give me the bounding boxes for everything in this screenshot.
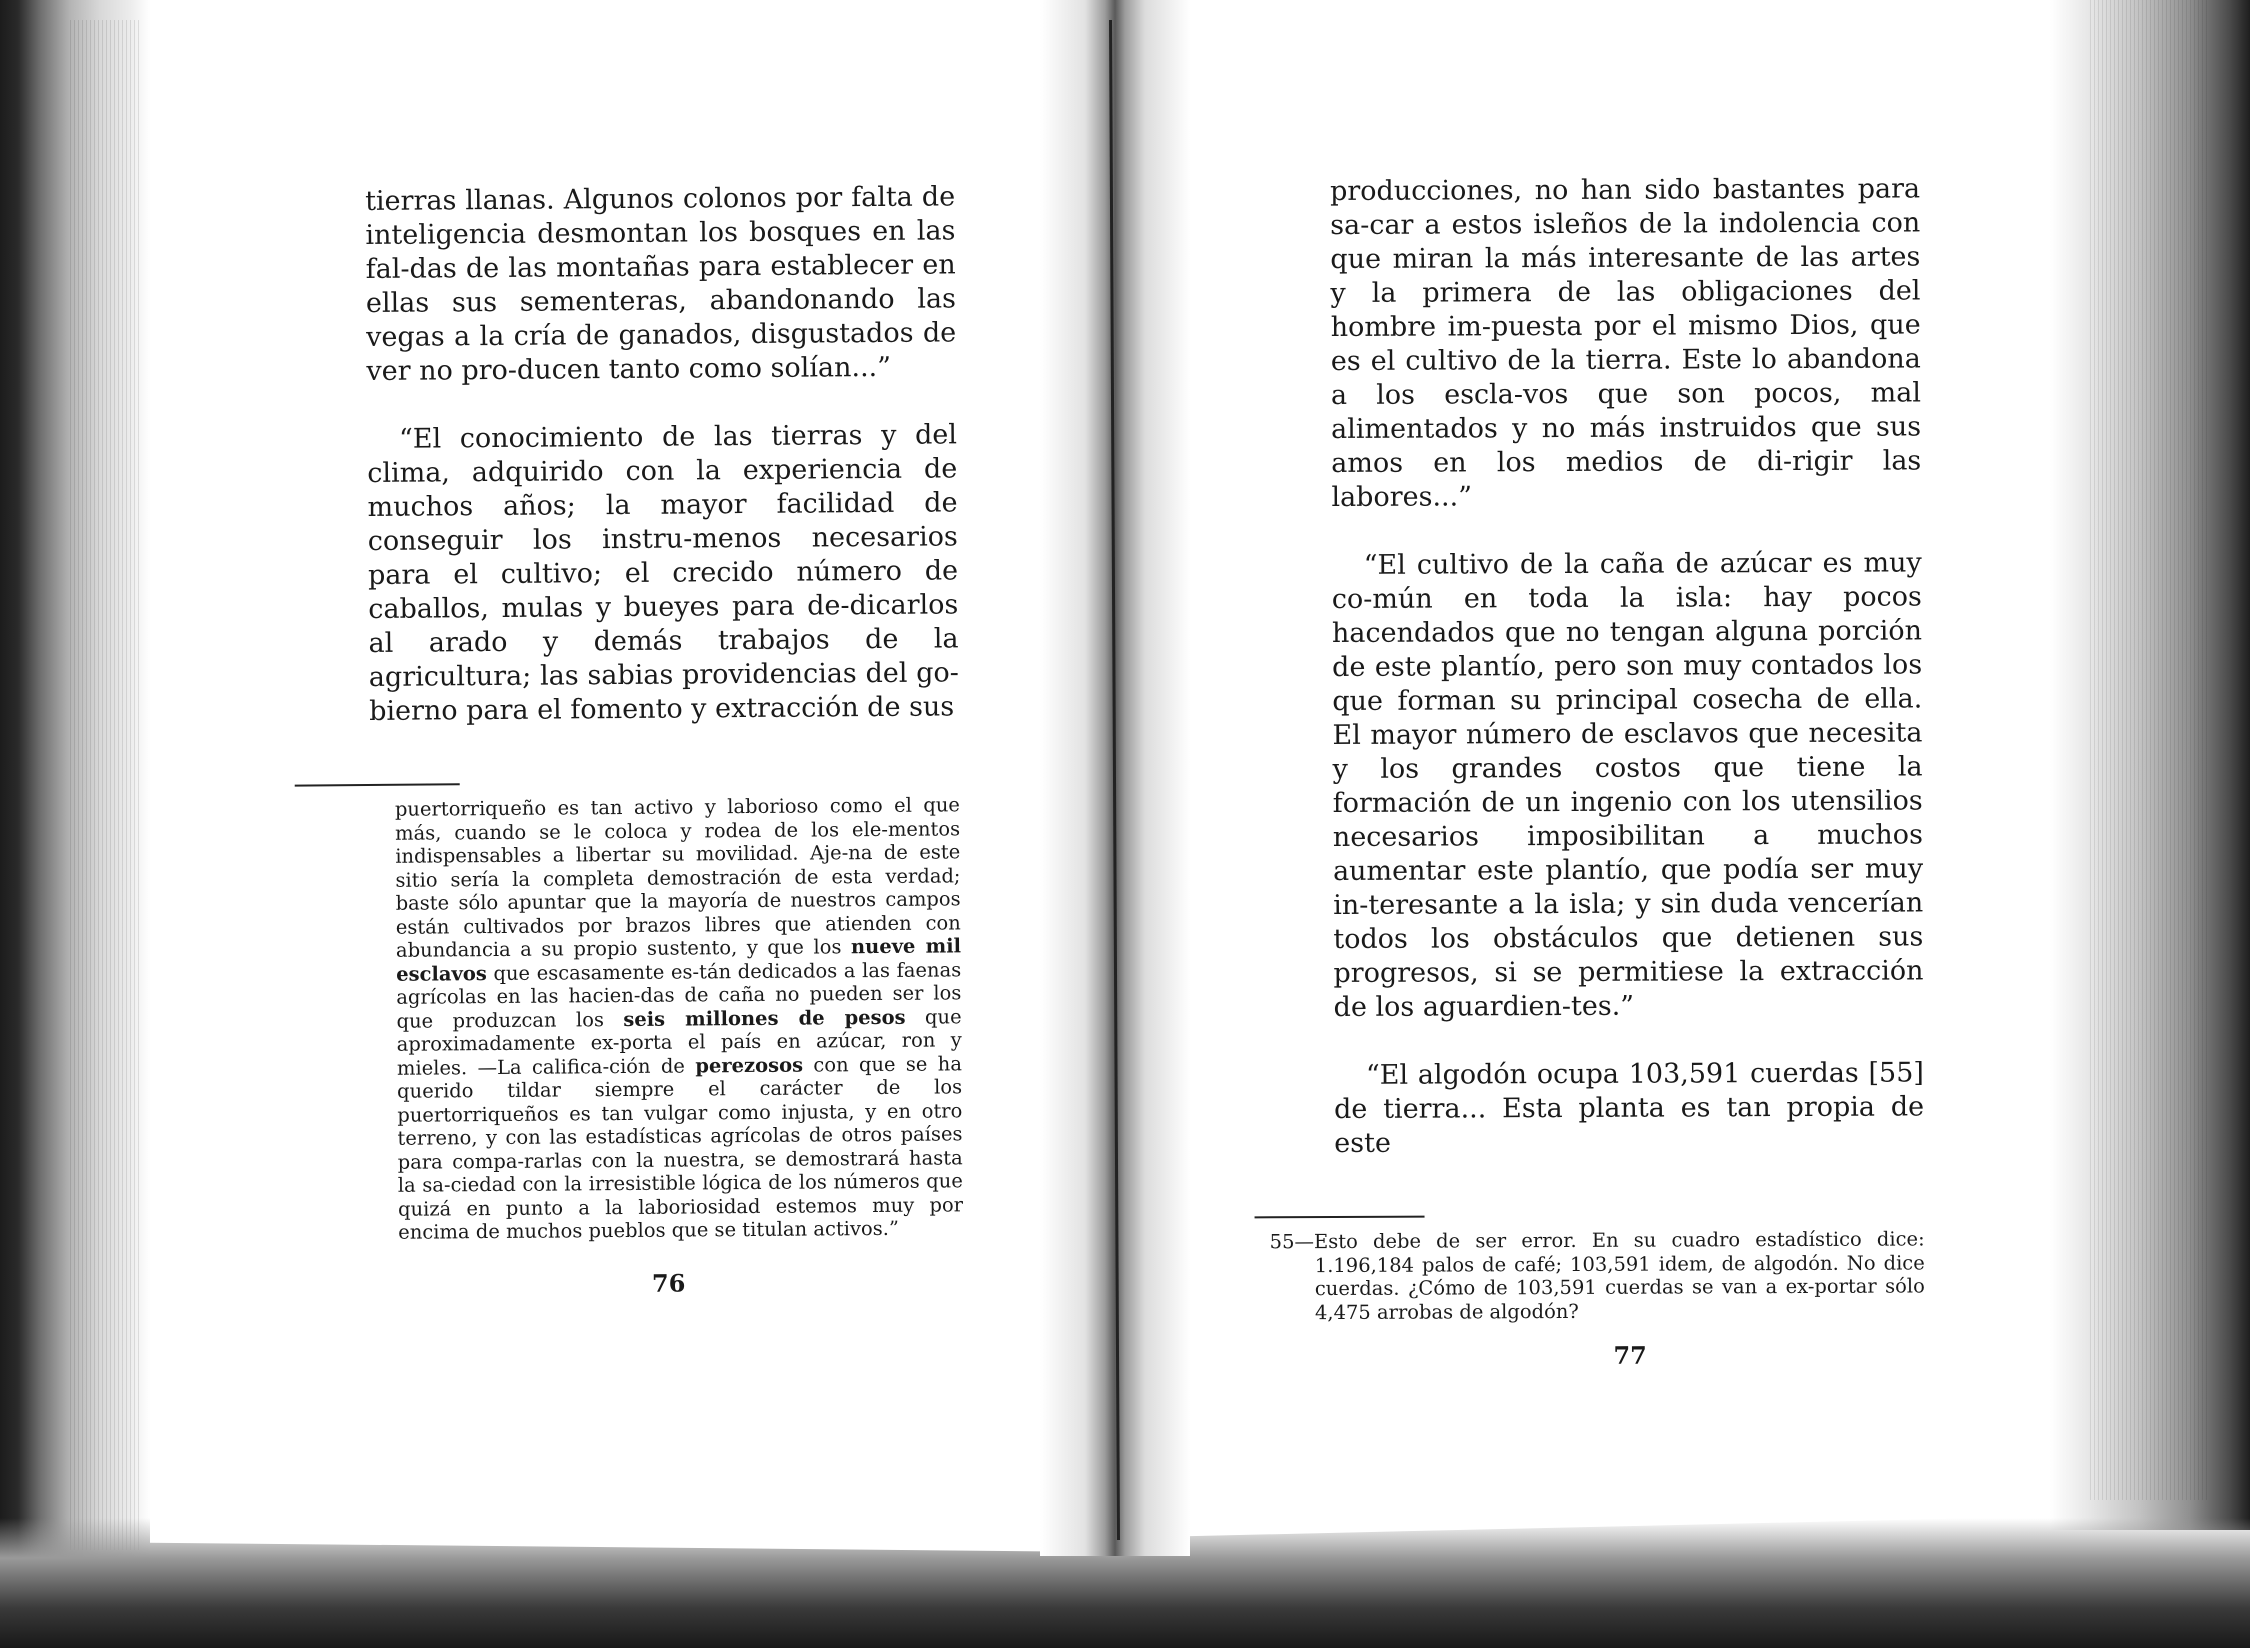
left-page-body [365, 180, 959, 729]
left-page-edge-stack [70, 20, 140, 1550]
left-page-number: 76 [651, 1268, 686, 1298]
right-page-edge-stack [2090, 0, 2210, 1500]
right-paragraph-1: producciones, no han sido bastantes para sa-car a estos isleños de la indolencia con que miran la más interesante de las artes y la primera de las obligaciones del hombre im-puesta por el mismo Dios, que es el cultivo de la tierra. Este lo abandona a los escla-vos que son pocos, mal alimentados y no más instruidos que sus amos en los medios de di-rigir las labores...” [1330, 173, 1922, 513]
left-footnote-rule [295, 783, 460, 786]
left-footnote-part-4: con que se ha querido tildar siempre el carácter de los puertorriqueños es tan vulgar como injusta, y en otro terreno, y con las estadísticas agrícolas de otros países para compa-rarlas con la nuestra, se demostrará hasta la sa-ciedad con la irresistible lógica de los números que quizá en punto a la laboriosidad estemos muy por encima de muchos pueblos que se titulan activos.” [397, 1051, 964, 1244]
left-footnote-bold-2: seis millones de pesos [623, 1005, 906, 1031]
left-paragraph-2: “El conocimiento de las tierras y del clima, adquirido con la experiencia de muchos años; la mayor facilidad de conseguir los instru-menos necesarios para el cultivo; el crecido número de caballos, mulas y bueyes para de-dicarlos al arado y demás trabajos de la agricultura; las sabias providencias del go-bierno para el fomento y extracción de sus [367, 419, 959, 727]
left-footnote-bold-1: nueve mil esclavos [396, 934, 962, 986]
left-footnote-bold-3: perezosos [695, 1053, 804, 1077]
left-paragraph-1: tierras llanas. Algunos colonos por falta de inteligencia desmontan los bosques en las fal-das de las montañas para establecer en ellas sus sementeras, abandonando las vegas a la cría de ganados, disgustados de ver no pro-ducen tanto como solían...” [365, 181, 957, 387]
left-footnote-part-3: que aproximadamente ex-porta el país en azúcar, ron y mieles. —La califica-ción de [396, 1004, 962, 1080]
right-paragraph-2: “El cultivo de la caña de azúcar es muy co-mún en toda la isla: hay pocos hacendados que no tengan alguna porción de este plantío, pero son muy contados los que forman su principal cosecha de ella. El mayor número de esclavos que necesita y los grandes costos que tiene la formación de un ingenio con los utensilios necesarios imposibilitan a muchos aumentar este plantío, que podía ser muy in-teresante a la isla; y sin duda vencerían todos los obstáculos que detienen sus progresos, si se permitiese la extracción de los aguardien-tes.” [1331, 547, 1924, 1023]
right-footnote [1270, 1227, 1925, 1324]
right-page-body [1330, 172, 1924, 1161]
left-footnote-part-2: que escasamente es-tán dedicados a las faenas agrícolas en las hacien-das de caña no pueden ser los que produzcan los [396, 957, 962, 1033]
left-footnote [370, 793, 963, 1244]
right-footnote-number: 55— [1269, 1230, 1315, 1254]
left-footnote-part-1: puertorriqueño es tan activo y laborioso como el que más, cuando se le coloca y rodea de los ele-mentos indispensables a libertar su movilidad. Aje-na de este sitio sería la completa demostración de esta verdad; baste sólo apuntar que la mayoría de nuestros campos están cultivados por brazos libres que atienden con abundancia a su propio sustento, y que los [394, 793, 961, 962]
right-footnote-rule [1255, 1216, 1425, 1219]
right-footnote-text: Esto debe de ser error. En su cuadro estadístico dice: 1.196,184 palos de café; 103,591 idem, de algodón. No dice cuerdas. ¿Cómo de 103,591 cuerdas se van a ex-portar sólo 4,475 arrobas de algodón? [1313, 1227, 1925, 1324]
left-page [365, 180, 964, 1299]
right-paragraph-3: “El algodón ocupa 103,591 cuerdas [55] de tierra... Esta planta es tan propia de este [1334, 1057, 1925, 1159]
right-page-number: 77 [1613, 1340, 1647, 1370]
right-page [1269, 172, 1925, 1371]
